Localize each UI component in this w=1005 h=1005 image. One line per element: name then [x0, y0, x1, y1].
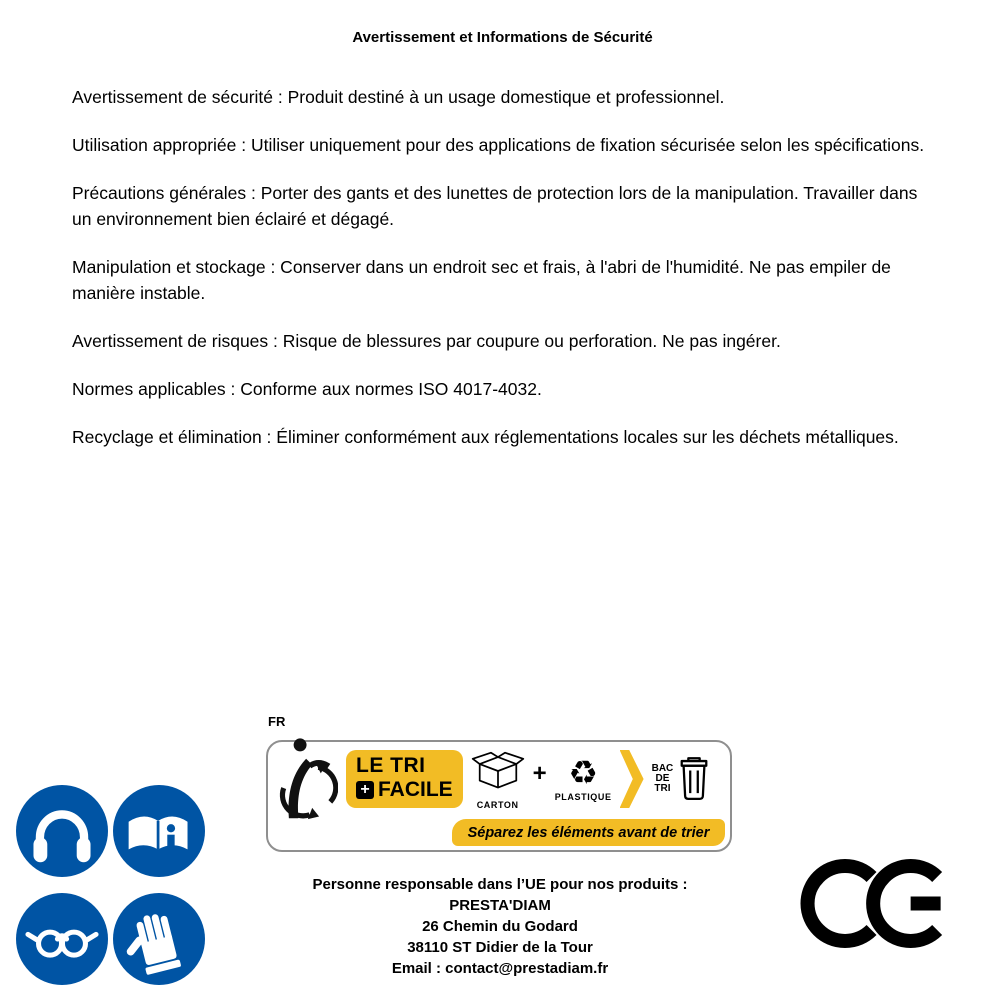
paragraph-safety-warning: Avertissement de sécurité : Produit destiné à un usage domestique et professionnel.: [72, 87, 725, 107]
wear-protective-gloves-icon: [113, 893, 205, 985]
carton-box-icon: [471, 749, 525, 798]
yellow-arrow-icon: [620, 750, 644, 808]
bac-de-tri-label: BAC DE TRI: [651, 763, 674, 794]
ce-marking-icon: [800, 856, 950, 956]
sorting-tagline: Séparez les éléments avant de trier: [452, 819, 725, 846]
paragraph-risk-warning: Avertissement de risques : Risque de blessures par coupure ou perforation. Ne pas ingérer.: [72, 331, 781, 351]
wear-ear-protection-icon: [16, 785, 108, 877]
company-name: PRESTA'DIAM: [449, 897, 551, 914]
responsible-person-block: [230, 874, 770, 979]
recycle-triangle-icon: ♻: [568, 754, 598, 791]
plastique-item: [555, 756, 612, 802]
read-instruction-manual-icon: [113, 785, 205, 877]
street-address: 26 Chemin du Godard: [422, 918, 578, 935]
bac-de-tri-item: [652, 755, 712, 803]
le-tri-facile-logo: [346, 750, 463, 808]
paragraph-general-precautions: Précautions générales : Porter des gants et des lunettes de protection lors de la manipulation. Travailler dans un environnement bien éclairé et dégagé.: [72, 183, 918, 229]
fr-country-tag: FR: [268, 714, 286, 729]
triman-icon: [276, 738, 338, 820]
paragraph-standards: Normes applicables : Conforme aux normes ISO 4017-4032.: [72, 379, 542, 399]
plus-icon: +: [356, 781, 374, 799]
paragraph-handling-storage: Manipulation et stockage : Conserver dans un endroit sec et frais, à l'abri de l'humidité. Ne pas empiler de manière instable.: [72, 257, 891, 303]
tri-facile-label: [266, 740, 732, 852]
mandatory-safety-icons: [16, 785, 205, 985]
waste-bin-icon: [677, 755, 711, 803]
facile-text: FACILE: [378, 778, 453, 801]
carton-label: CARTON: [476, 799, 519, 810]
carton-item: [471, 749, 525, 810]
paragraph-recycling: Recyclage et élimination : Éliminer conformément aux réglementations locales sur les déchets métalliques.: [72, 427, 899, 447]
city-address: 38110 ST Didier de la Tour: [407, 939, 593, 956]
safety-paragraphs: [72, 84, 930, 472]
responsible-intro: Personne responsable dans l’UE pour nos produits :: [312, 876, 688, 893]
le-tri-text: LE TRI: [356, 754, 426, 777]
plastique-label: PLASTIQUE: [554, 792, 612, 802]
email-address: Email : contact@prestadiam.fr: [391, 960, 609, 977]
paragraph-appropriate-use: Utilisation appropriée : Utiliser uniquement pour des applications de fixation sécurisée selon les spécifications.: [72, 135, 925, 155]
plus-separator: +: [532, 760, 547, 787]
wear-eye-protection-icon: [16, 893, 108, 985]
page-title: Avertissement et Informations de Sécurité: [352, 29, 653, 46]
